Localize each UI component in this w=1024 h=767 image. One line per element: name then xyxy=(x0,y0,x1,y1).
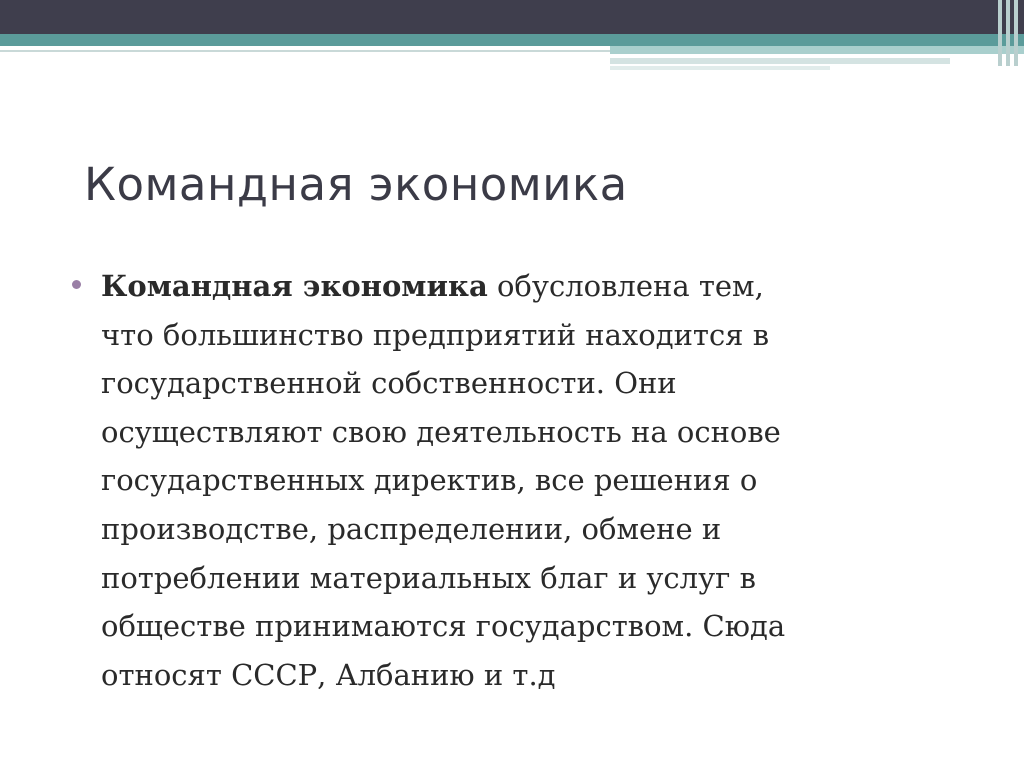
header-vertical-bar xyxy=(998,0,1002,66)
bullet-line xyxy=(101,262,952,311)
bullet-dot-icon xyxy=(72,280,81,289)
bullet-line: производстве, распределении, обмене и xyxy=(101,511,722,546)
header-band-dark xyxy=(0,0,1024,34)
header-band-grey-thin xyxy=(610,66,830,70)
bullet-line: государственных директив, все решения о xyxy=(101,463,758,498)
bullet-line-rest: обусловлена тем, xyxy=(487,269,764,303)
header-band-teal xyxy=(0,34,1024,46)
bullet-bold-lead: Командная экономика xyxy=(101,269,488,303)
bullet-item xyxy=(72,262,952,699)
bullet-line: что большинство предприятий находится в xyxy=(101,317,770,352)
bullet-line: относят СССР, Албанию и т.д xyxy=(101,657,556,692)
header-band-teal-light xyxy=(610,46,1024,54)
bullet-line: обществе принимаются государством. Сюда xyxy=(101,609,786,644)
header-vertical-bar xyxy=(1006,0,1010,66)
header-band-grey xyxy=(610,58,950,64)
slide-body xyxy=(72,262,952,699)
slide-title: Командная экономика xyxy=(84,158,628,211)
bullet-line: государственной собственности. Они xyxy=(101,366,677,401)
header-vertical-bar xyxy=(1014,0,1018,66)
bullet-line: потреблении материальных благ и услуг в xyxy=(101,560,756,595)
bullet-line: осуществляют свою деятельность на основе xyxy=(101,414,781,449)
